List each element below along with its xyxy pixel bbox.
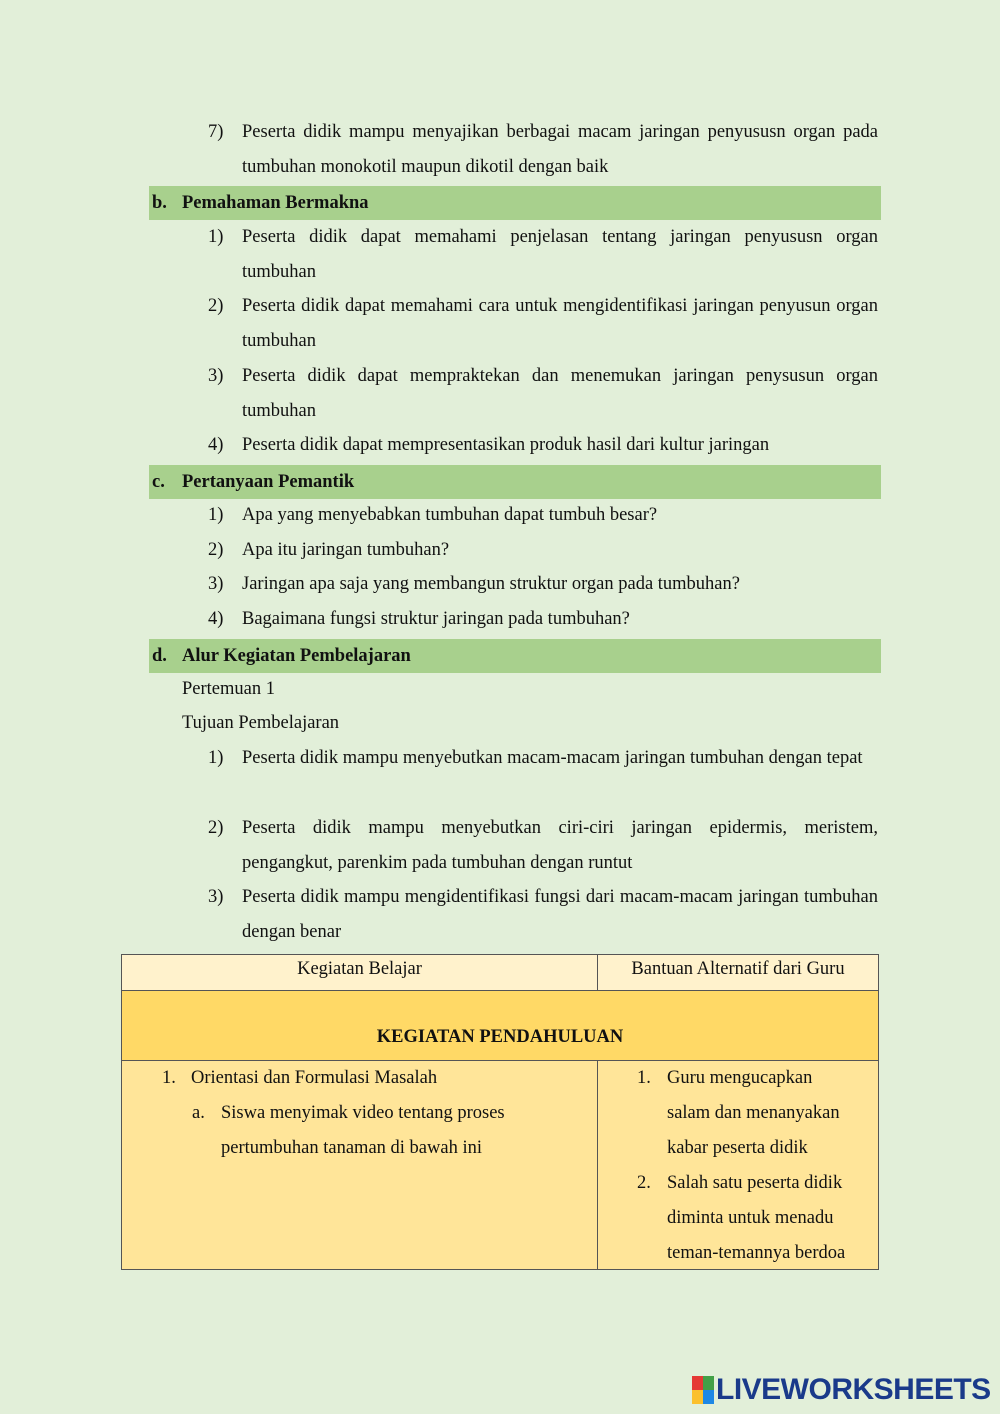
item-text: Peserta didik dapat memahami cara untuk mengidentifikasi jaringan penyusun organ tumbuhan xyxy=(242,296,878,351)
column-header-activities: Kegiatan Belajar xyxy=(122,955,598,991)
section-title: Alur Kegiatan Pembelajaran xyxy=(182,646,411,666)
item-text: Peserta didik dapat mempresentasikan produk hasil dari kultur jaringan xyxy=(242,435,770,455)
section-title: Pemahaman Bermakna xyxy=(182,193,369,213)
section-letter: b. xyxy=(152,193,167,213)
item-text: Peserta didik dapat memahami penjelasan tentang jaringan penyususn organ tumbuhan xyxy=(242,227,878,282)
teacher-help-cell xyxy=(598,1061,879,1270)
item-text: Jaringan apa saja yang membangun struktur organ pada tumbuhan? xyxy=(242,574,740,594)
band-title: KEGIATAN PENDAHULUAN xyxy=(376,1027,624,1047)
sub-activity-line-1: Siswa menyimak video tentang proses xyxy=(221,1103,505,1123)
section-d-item-3 xyxy=(208,880,878,950)
item-text: Apa yang menyebabkan tumbuhan dapat tumbuh besar? xyxy=(242,505,658,525)
section-b-item-2 xyxy=(208,289,878,359)
section-c-item-3 xyxy=(208,567,878,602)
item-text: Peserta didik dapat mempraktekan dan menemukan jaringan penysusun organ tumbuhan xyxy=(242,366,878,421)
section-d-item-1 xyxy=(208,741,878,776)
section-b-item-3 xyxy=(208,359,878,429)
section-letter: c. xyxy=(152,472,165,492)
meeting-label: Pertemuan 1 xyxy=(182,679,275,699)
item-text: Apa itu jaringan tumbuhan? xyxy=(242,540,450,560)
sub-activity-letter: a. xyxy=(192,1103,205,1123)
section-b-item-1 xyxy=(208,220,878,290)
section-c-item-1 xyxy=(208,498,878,533)
activity-table xyxy=(121,954,879,1270)
activity-number: 1. xyxy=(162,1068,176,1088)
liveworksheets-logo xyxy=(692,1372,991,1408)
item-number: 1) xyxy=(208,505,224,525)
help-2-line-3: teman-temannya berdoa xyxy=(667,1243,846,1263)
item-text: Peserta didik mampu mengidentifikasi fungsi dari macam-macam jaringan tumbuhan dengan benar xyxy=(242,887,878,942)
goal-heading: Tujuan Pembelajaran xyxy=(182,713,340,733)
table-band-row xyxy=(122,991,879,1061)
section-c-header xyxy=(149,465,881,499)
introduction-band xyxy=(122,991,879,1061)
item-number: 1) xyxy=(208,748,224,768)
item-number: 3) xyxy=(208,366,224,386)
section-c-item-4 xyxy=(208,602,878,637)
item-number: 2) xyxy=(208,296,224,316)
item-text: Peserta didik mampu menyebutkan ciri-ciri jaringan epidermis, meristem, pengangkut, parenkim pada tumbuhan dengan runtut xyxy=(242,818,878,873)
help-1-line-1: Guru mengucapkan xyxy=(667,1068,813,1088)
item-number: 4) xyxy=(208,435,224,455)
liveworksheets-logo-icon xyxy=(692,1376,714,1404)
sub-activity-line-2: pertumbuhan tanaman di bawah ini xyxy=(221,1138,482,1158)
help-1-line-3: kabar peserta didik xyxy=(667,1138,808,1158)
item-text: Peserta didik mampu menyajikan berbagai macam jaringan penyususn organ pada tumbuhan monokotil maupun dikotil dengan baik xyxy=(242,122,878,177)
item-number: 3) xyxy=(208,887,224,907)
activity-cell xyxy=(122,1061,598,1270)
help-number: 2. xyxy=(637,1173,651,1193)
section-c-item-2 xyxy=(208,533,878,568)
activity-title: Orientasi dan Formulasi Masalah xyxy=(191,1068,438,1088)
help-2-line-1: Salah satu peserta didik xyxy=(667,1173,843,1193)
section-d-item-2 xyxy=(208,811,878,881)
section-title: Pertanyaan Pemantik xyxy=(182,472,355,492)
section-letter: d. xyxy=(152,646,167,666)
help-1-line-2: salam dan menanyakan xyxy=(667,1103,840,1123)
item-number: 3) xyxy=(208,574,224,594)
brand-name: LIVEWORKSHEETS xyxy=(716,1373,991,1406)
item-number: 2) xyxy=(208,540,224,560)
help-2-line-2: diminta untuk menadu xyxy=(667,1208,834,1228)
table-header-row xyxy=(122,955,879,991)
column-header-teacher-help: Bantuan Alternatif dari Guru xyxy=(598,955,879,991)
section-b-header xyxy=(149,186,881,220)
section-b-item-4 xyxy=(208,428,878,463)
help-number: 1. xyxy=(637,1068,651,1088)
item-number: 1) xyxy=(208,227,224,247)
item-number: 4) xyxy=(208,609,224,629)
item-number: 7) xyxy=(208,122,224,142)
objective-item-7 xyxy=(208,115,878,185)
item-number: 2) xyxy=(208,818,224,838)
item-text: Bagaimana fungsi struktur jaringan pada tumbuhan? xyxy=(242,609,630,629)
item-text: Peserta didik mampu menyebutkan macam-macam jaringan tumbuhan dengan tepat xyxy=(242,748,863,768)
section-d-header xyxy=(149,639,881,673)
table-row xyxy=(122,1061,879,1270)
